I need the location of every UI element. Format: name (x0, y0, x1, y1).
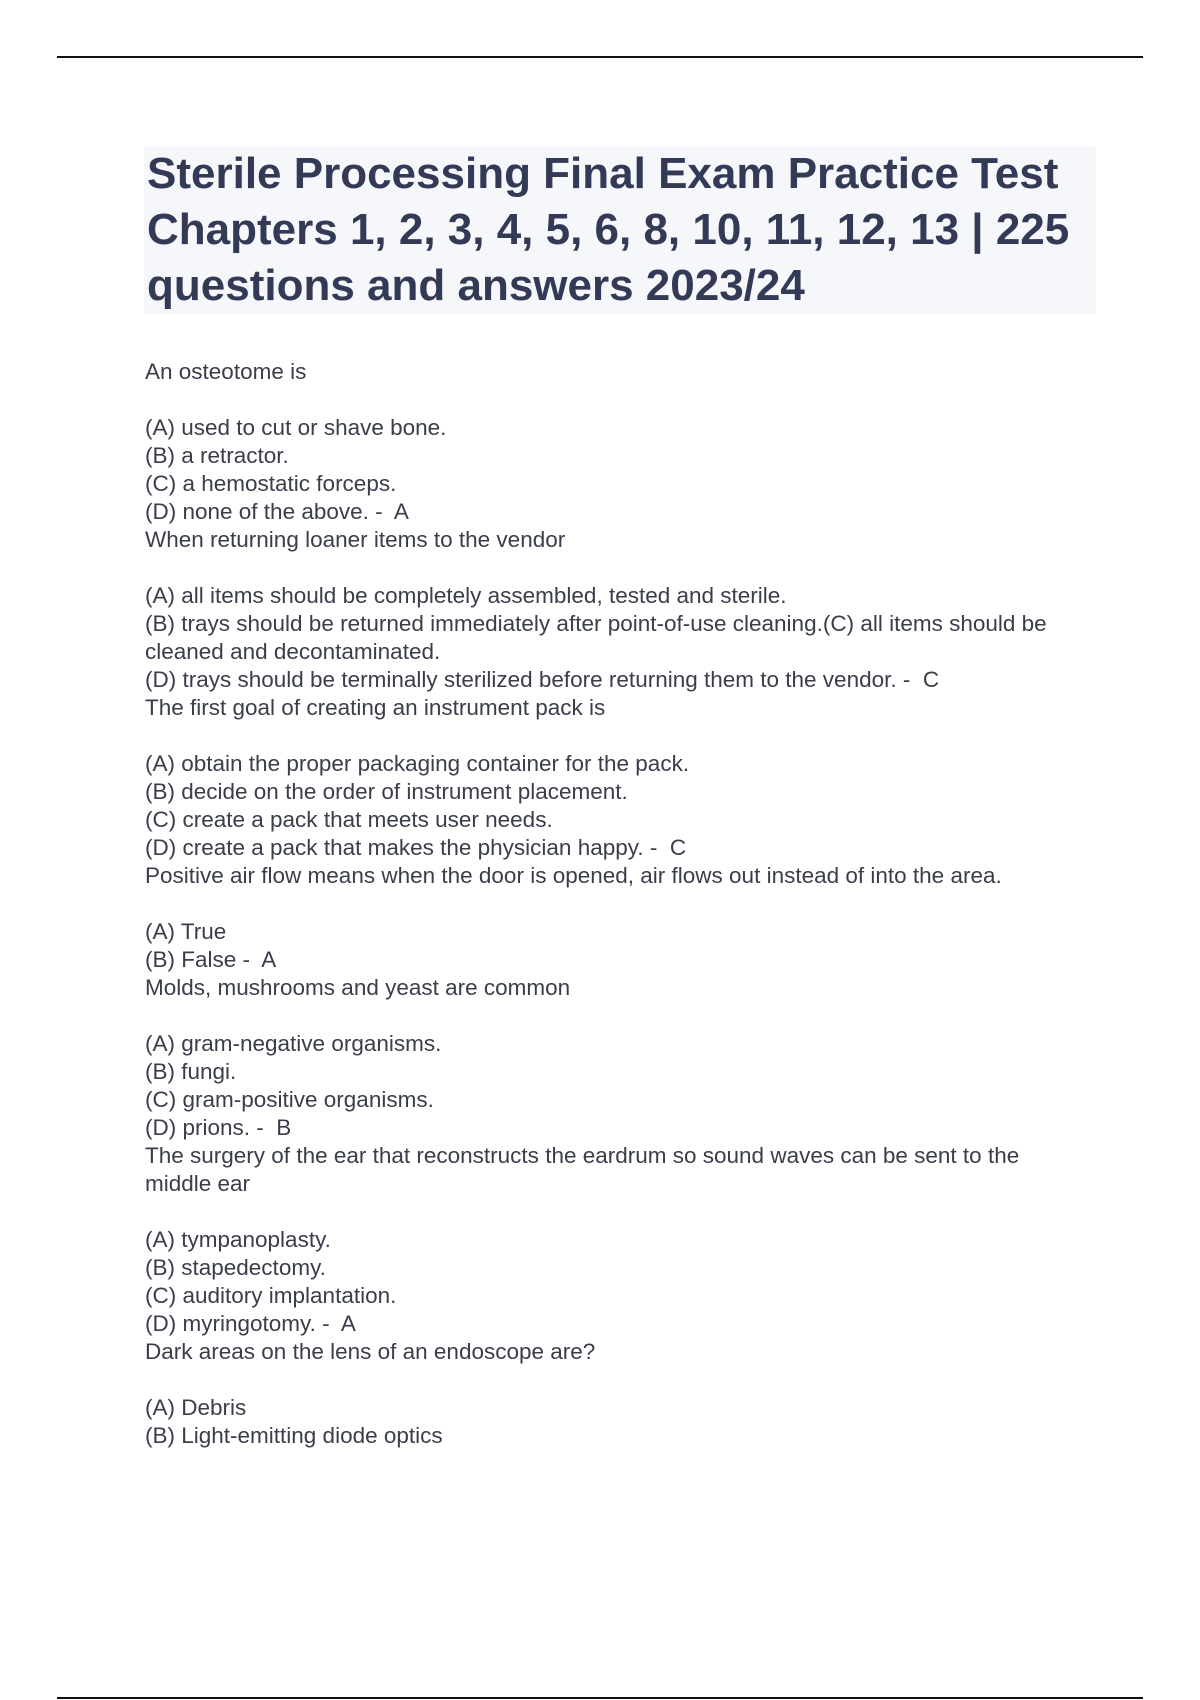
answer-option: (C) gram-positive organisms. (145, 1087, 434, 1112)
answer-option: (B) a retractor. (145, 443, 289, 468)
question-item (145, 862, 1090, 974)
correct-answer: - C (897, 667, 940, 692)
correct-answer: - A (236, 947, 276, 972)
question-text: The surgery of the ear that reconstructs the eardrum so sound waves can be sent to the middle ear (145, 1143, 1020, 1196)
footer-rule (57, 1697, 1143, 1699)
answer-option: (A) used to cut or shave bone. (145, 415, 447, 440)
answer-option: (A) all items should be completely assembled, tested and sterile. (145, 583, 787, 608)
answer-option-last: (D) trays should be terminally sterilized before returning them to the vendor. - C (145, 666, 1090, 694)
question-item (145, 1338, 1090, 1450)
answer-option-last: (D) prions. - B (145, 1114, 1090, 1142)
question-text: Positive air flow means when the door is opened, air flows out instead of into the area. (145, 863, 1002, 888)
answer-option: (B) trays should be returned immediately after point-of-use cleaning.(C) all items should be cleaned and decontaminated. (145, 611, 1047, 664)
header-rule (57, 56, 1143, 58)
answer-option: (B) decide on the order of instrument placement. (145, 779, 628, 804)
answer-option: (C) create a pack that meets user needs. (145, 807, 553, 832)
question-text: Molds, mushrooms and yeast are common (145, 975, 571, 1000)
correct-answer: - B (250, 1115, 291, 1140)
answer-option: (A) tympanoplasty. (145, 1227, 331, 1252)
answer-option: (B) Light-emitting diode optics (145, 1423, 443, 1448)
question-text: When returning loaner items to the vendor (145, 527, 566, 552)
answer-option-last: (D) myringotomy. - A (145, 1310, 1090, 1338)
answer-option: (C) a hemostatic forceps. (145, 471, 397, 496)
answer-option-last: (D) none of the above. - A (145, 498, 1090, 526)
answer-option: (A) obtain the proper packaging container for the pack. (145, 751, 690, 776)
answer-option: (A) gram-negative organisms. (145, 1031, 442, 1056)
answer-option: (B) fungi. (145, 1059, 237, 1084)
question-text: The first goal of creating an instrument pack is (145, 695, 606, 720)
answer-option-last: (D) create a pack that makes the physician happy. - C (145, 834, 1090, 862)
document-title: Sterile Processing Final Exam Practice Test Chapters 1, 2, 3, 4, 5, 6, 8, 10, 11, 12, 13 | 225 questions and answers 2023/24 (144, 146, 1096, 314)
correct-answer: - A (316, 1311, 356, 1336)
question-item (145, 526, 1090, 694)
correct-answer: - C (644, 835, 687, 860)
question-text: Dark areas on the lens of an endoscope are? (145, 1339, 596, 1364)
answer-option: (A) Debris (145, 1395, 247, 1420)
answer-option: (B) stapedectomy. (145, 1255, 326, 1280)
question-item (145, 694, 1090, 862)
question-text: An osteotome is (145, 359, 307, 384)
answer-option-last: (B) False - A (145, 946, 1090, 974)
correct-answer: - A (369, 499, 409, 524)
question-list (145, 358, 1090, 1450)
question-item (145, 1142, 1090, 1338)
answer-option: (A) True (145, 919, 227, 944)
question-item (145, 974, 1090, 1142)
answer-option: (C) auditory implantation. (145, 1283, 397, 1308)
question-item (145, 358, 1090, 526)
